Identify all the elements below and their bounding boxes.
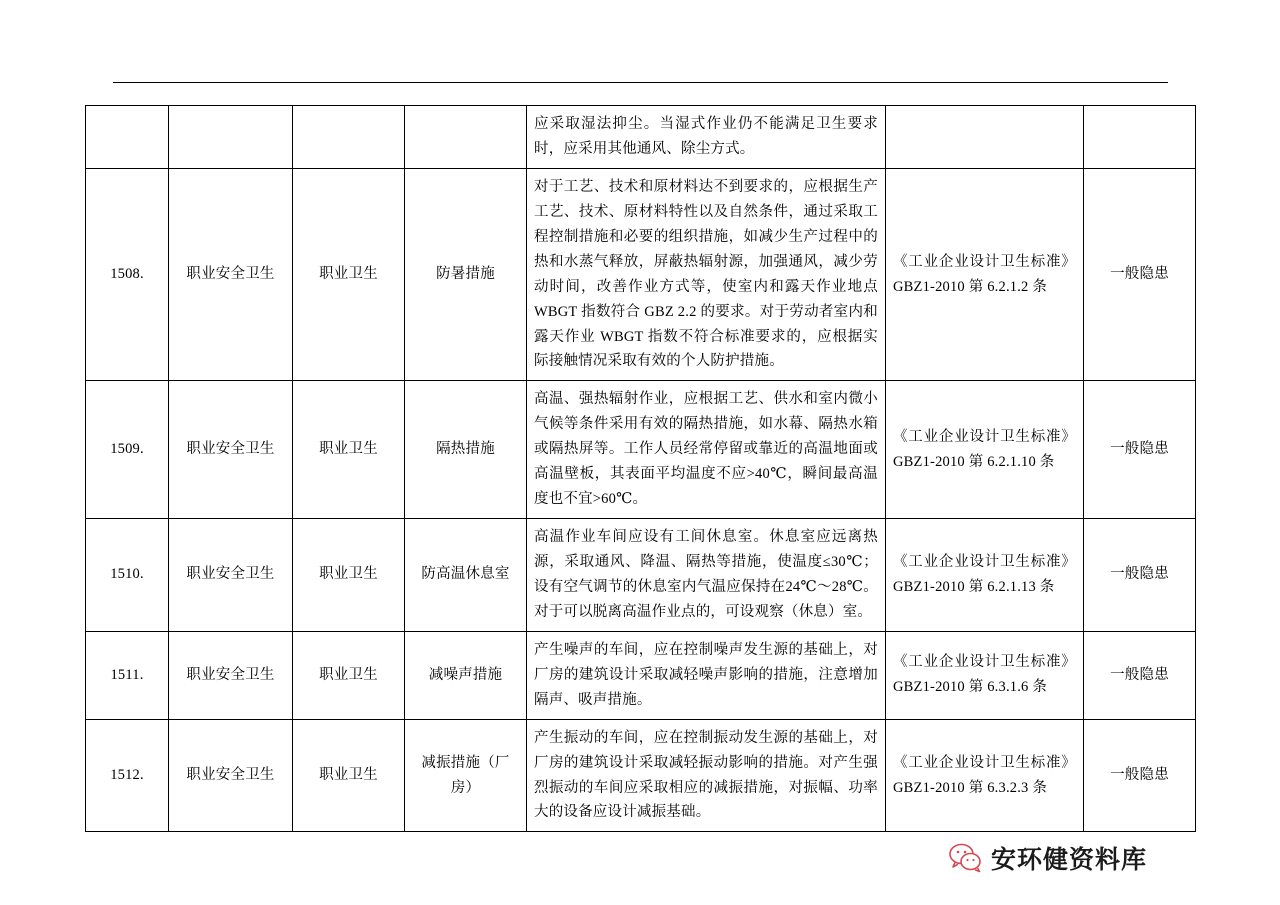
table-row [86,519,1196,632]
cell-item [405,106,527,169]
cell-number: 1508. [86,168,169,381]
cell-level: 一般隐患 [1084,381,1196,519]
cell-basis [886,106,1084,169]
table-row [86,631,1196,719]
cell-specialty [293,106,405,169]
watermark [948,840,1147,876]
cell-number: 1510. [86,519,169,632]
cell-description: 高温、强热辐射作业，应根据工艺、供水和室内微小气候等条件采用有效的隔热措施，如水幕、隔热水箱或隔热屏等。工作人员经常停留或靠近的高温地面或高温壁板，其表面平均温度不应>40℃，瞬间最高温度也不宜>60℃。 [527,381,886,519]
cell-specialty: 职业卫生 [293,631,405,719]
table-row [86,168,1196,381]
cell-category: 职业安全卫生 [169,168,293,381]
cell-number: 1509. [86,381,169,519]
cell-specialty: 职业卫生 [293,519,405,632]
cell-specialty: 职业卫生 [293,168,405,381]
cell-basis: 《工业企业设计卫生标准》GBZ1-2010 第 6.2.1.13 条 [886,519,1084,632]
watermark-label: 安环健资料库 [991,846,1148,874]
cell-category: 职业安全卫生 [169,719,293,832]
cell-basis: 《工业企业设计卫生标准》GBZ1-2010 第 6.2.1.10 条 [886,381,1084,519]
cell-specialty: 职业卫生 [293,719,405,832]
cell-item: 防高温休息室 [405,519,527,632]
cell-number: 1511. [86,631,169,719]
table-row [86,381,1196,519]
cell-level: 一般隐患 [1084,631,1196,719]
cell-specialty: 职业卫生 [293,381,405,519]
cell-level: 一般隐患 [1084,519,1196,632]
cell-level: 一般隐患 [1084,168,1196,381]
cell-basis: 《工业企业设计卫生标准》GBZ1-2010 第 6.3.2.3 条 [886,719,1084,832]
cell-description: 应采取湿法抑尘。当湿式作业仍不能满足卫生要求时，应采用其他通风、除尘方式。 [527,106,886,169]
cell-number: 1512. [86,719,169,832]
table-row [86,106,1196,169]
cell-description: 产生噪声的车间，应在控制噪声发生源的基础上，对厂房的建筑设计采取减轻噪声影响的措施，注意增加隔声、吸声措施。 [527,631,886,719]
inspection-requirements-table [85,105,1196,832]
cell-item: 防暑措施 [405,168,527,381]
cell-basis: 《工业企业设计卫生标准》GBZ1-2010 第 6.2.1.2 条 [886,168,1084,381]
cell-level [1084,106,1196,169]
cell-description: 产生振动的车间，应在控制振动发生源的基础上，对厂房的建筑设计采取减轻振动影响的措施。对产生强烈振动的车间应采取相应的减振措施，对振幅、功率大的设备应设计减振基础。 [527,719,886,832]
cell-category: 职业安全卫生 [169,519,293,632]
cell-basis: 《工业企业设计卫生标准》GBZ1-2010 第 6.3.1.6 条 [886,631,1084,719]
table-row [86,719,1196,832]
cell-description: 高温作业车间应设有工间休息室。休息室应远离热源，采取通风、降温、隔热等措施，使温度≤30℃；设有空气调节的休息室内气温应保持在24℃～28℃。对于可以脱离高温作业点的，可设观察（休息）室。 [527,519,886,632]
cell-number [86,106,169,169]
cell-level: 一般隐患 [1084,719,1196,832]
cell-item: 减噪声措施 [405,631,527,719]
cell-category [169,106,293,169]
cell-category: 职业安全卫生 [169,381,293,519]
cell-category: 职业安全卫生 [169,631,293,719]
cell-item: 隔热措施 [405,381,527,519]
header-rule [113,82,1168,83]
cell-description: 对于工艺、技术和原材料达不到要求的，应根据生产工艺、技术、原材料特性以及自然条件，通过采取工程控制措施和必要的组织措施，如减少生产过程中的热和水蒸气释放，屏蔽热辐射源，加强通风，减少劳动时间，改善作业方式等，使室内和露天作业地点 WBGT 指数符合 GBZ 2.2 的要求。对于劳动者室内和露天作业 WBGT 指数不符合标准要求的，应根据实际接触情况采取有效的个人防护措施。 [527,168,886,381]
wechat-logo-icon [948,841,982,875]
cell-item: 减振措施（厂房） [405,719,527,832]
